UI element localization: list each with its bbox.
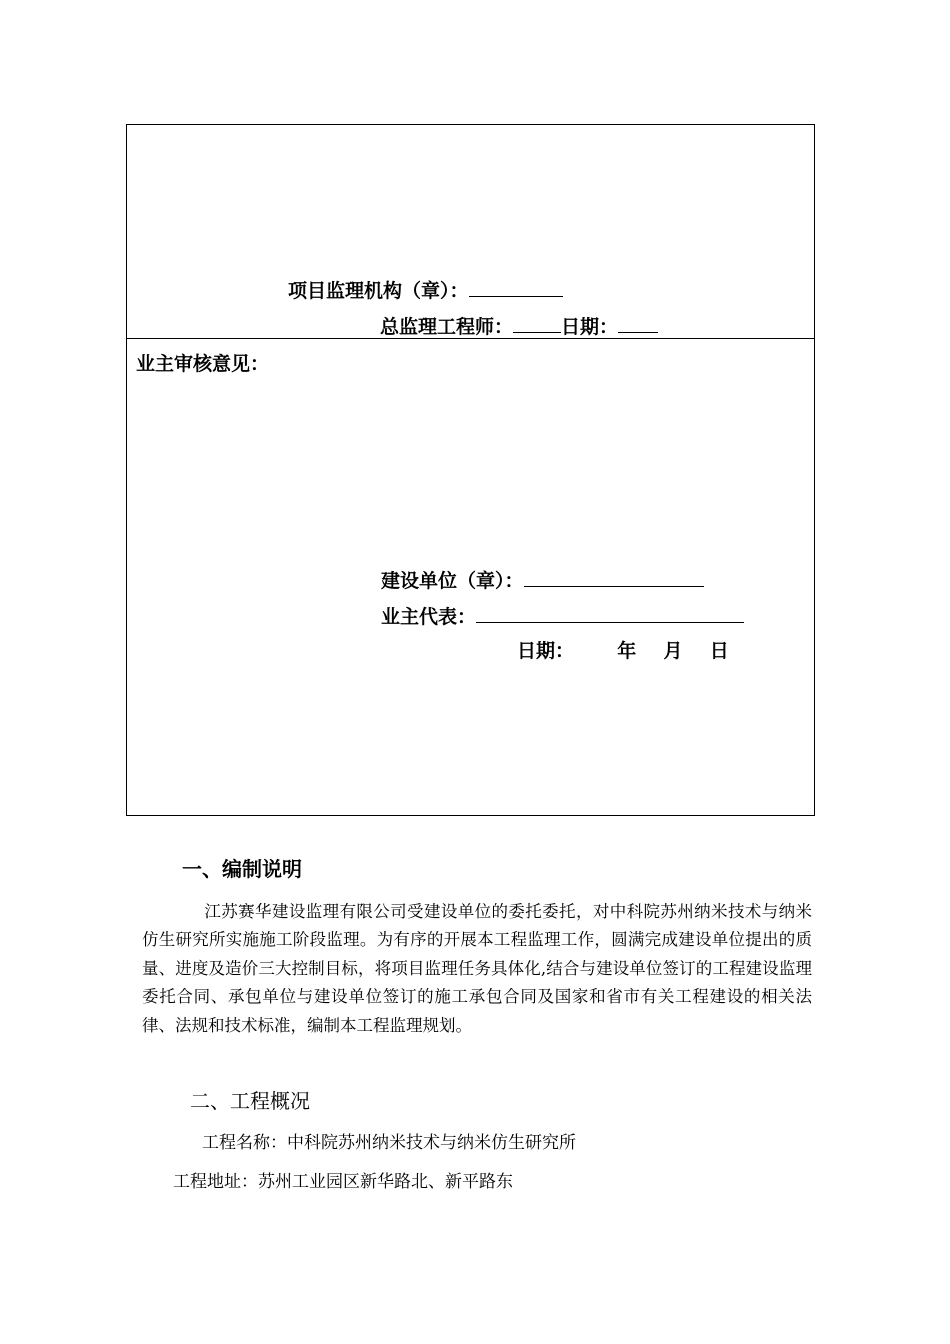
chief-engineer-blank[interactable] (513, 313, 561, 333)
project-name: 工程名称：中科院苏州纳米技术与纳米仿生研究所 (202, 1133, 576, 1153)
construction-unit-row (381, 567, 704, 593)
chief-engineer-label: 总监理工程师： (380, 316, 514, 338)
supervision-org-blank[interactable] (469, 277, 563, 297)
owner-date-label: 日期： (517, 640, 575, 662)
construction-unit-blank[interactable] (524, 567, 704, 587)
chief-engineer-row (380, 313, 658, 339)
owner-rep-row (381, 603, 744, 629)
approval-form-table (126, 124, 815, 816)
supervision-date-label: 日期： (561, 316, 619, 338)
section1-heading: 一、编制说明 (182, 857, 302, 881)
supervision-org-row (288, 277, 563, 303)
owner-rep-label: 业主代表： (381, 606, 477, 628)
owner-date-row (517, 639, 729, 663)
owner-rep-blank[interactable] (476, 603, 744, 623)
supervision-date-blank[interactable] (618, 313, 658, 333)
owner-date-month: 月 (663, 640, 683, 662)
owner-date-year: 年 (617, 640, 637, 662)
section2-heading: 二、工程概况 (190, 1089, 310, 1113)
section1-paragraph-text: 江苏赛华建设监理有限公司受建设单位的委托委托，对中科院苏州纳米技术与纳米仿生研究所实施施工阶段监理。为有序的开展本工程监理工作，圆满完成建设单位提出的质量、进度及造价三大控制目标，将项目监理任务具体化,结合与建设单位签订的工程建设监理委托合同、承包单位与建设单位签订的施工承包合同及国家和省市有关工程建设的相关法律、法规和技术标准，编制本工程监理规划。 (142, 902, 812, 1035)
form-divider (127, 338, 814, 339)
construction-unit-label: 建设单位（章）： (381, 570, 524, 592)
project-address: 工程地址：苏州工业园区新华路北、新平路东 (173, 1172, 513, 1192)
owner-review-label: 业主审核意见： (136, 353, 270, 375)
owner-date-day: 日 (709, 640, 729, 662)
supervision-org-label: 项目监理机构（章）： (288, 280, 469, 302)
section1-paragraph (142, 898, 812, 1040)
